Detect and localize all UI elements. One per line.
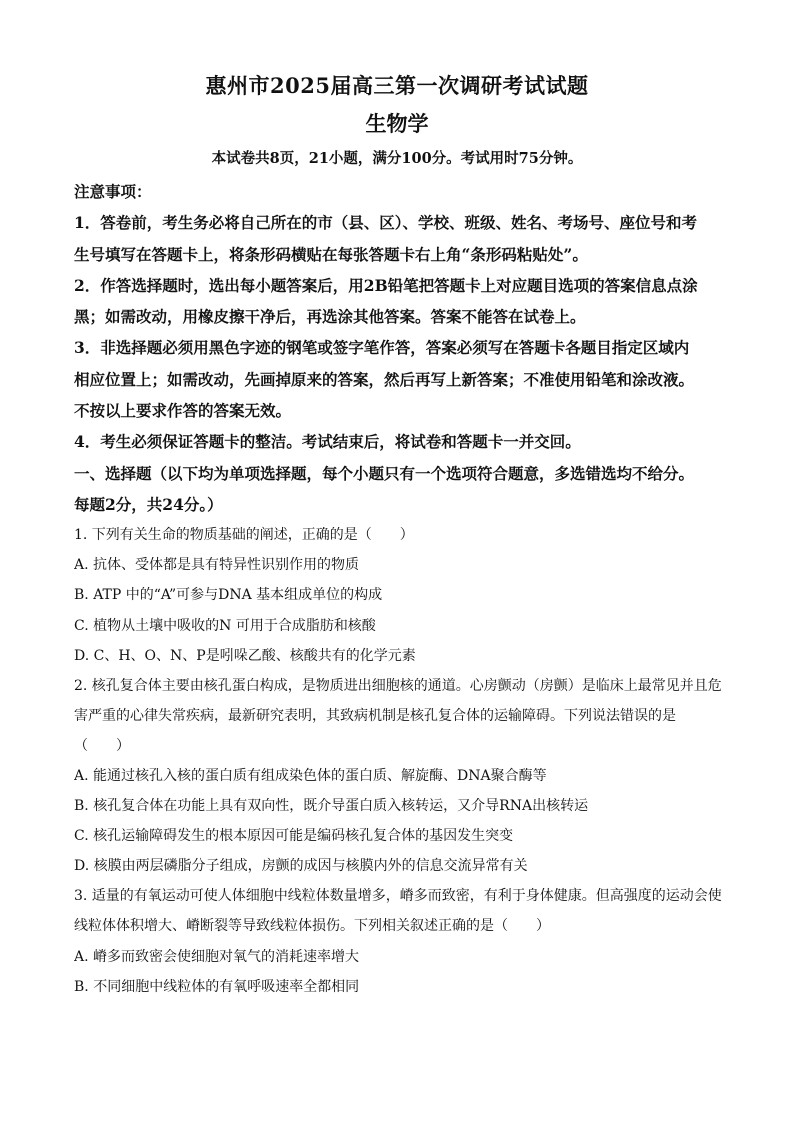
question-line: 1. 下列有关生命的物质基础的阐述，正确的是（ ） [74, 527, 414, 544]
notice-line: 3．非选择题必须用黑色字迹的钢笔或签字笔作答，答案必须写在答题卡各题目指定区域内 [74, 338, 690, 358]
question-line: （ ） [74, 737, 130, 754]
question-line: 害严重的心律失常疾病，最新研究表明，其致病机制是核孔复合体的运输障碍。下列说法错误的是 [74, 707, 676, 724]
question-option: B. ATP 中的“A”可参与DNA 基本组成单位的构成 [74, 587, 383, 604]
question-line: 2. 核孔复合体主要由核孔蛋白构成，是物质进出细胞核的通道。心房颤动（房颤）是临床上最常见并且危 [74, 677, 722, 694]
question-option: B. 核孔复合体在功能上具有双向性，既介导蛋白质入核转运，又介导RNA出核转运 [74, 798, 589, 815]
notice-heading: 注意事项： [74, 182, 152, 201]
notice-line: 生号填写在答题卡上，将条形码横贴在每张答题卡右上角“条形码粘贴处”。 [74, 244, 588, 264]
question-option: C. 核孔运输障碍发生的根本原因可能是编码核孔复合体的基因发生突变 [74, 828, 514, 845]
question-option: B. 不同细胞中线粒体的有氧呼吸速率全都相同 [74, 978, 360, 995]
exam-body [74, 176, 724, 1002]
notice-line: 不按以上要求作答的答案无效。 [74, 401, 292, 421]
question-option: A. 嵴多而致密会使细胞对氧气的消耗速率增大 [74, 948, 360, 965]
question-option: D. C、H、O、N、P是吲哚乙酸、核酸共有的化学元素 [74, 647, 416, 664]
section-heading: 一、选择题（以下均为单项选择题，每个小题只有一个选项符合题意，多选错选均不给分。 [74, 463, 695, 483]
exam-info: 本试卷共8页，21小题，满分100分。考试用时75分钟。 [211, 150, 583, 167]
notice-line: 4．考生必须保证答题卡的整洁。考试结束后，将试卷和答题卡一并交回。 [74, 432, 581, 452]
notice-line: 黑；如需改动，用橡皮擦干净后，再选涂其他答案。答案不能答在试卷上。 [74, 307, 586, 327]
notice-line: 相应位置上；如需改动，先画掉原来的答案，然后再写上新答案；不准使用铅笔和涂改液。 [74, 369, 695, 389]
question-option: C. 植物从土壤中吸收的N 可用于合成脂肪和核酸 [74, 617, 376, 634]
question-option: D. 核膜由两层磷脂分子组成，房颤的成因与核膜内外的信息交流异常有关 [74, 858, 528, 875]
exam-title: 惠州市2025届高三第一次调研考试试题 [205, 73, 589, 98]
section-heading: 每题2分，共24分。） [74, 494, 223, 514]
question-line: 线粒体体积增大、嵴断裂等导致线粒体损伤。下列相关叙述正确的是（ ） [74, 918, 550, 935]
question-line: 3. 适量的有氧运动可使人体细胞中线粒体数量增多，嵴多而致密，有利于身体健康。但高强度的运动会使 [74, 888, 722, 905]
subject-title: 生物学 [365, 111, 429, 136]
notice-line: 1．答卷前，考生务必将自己所在的市（县、区）、学校、班级、姓名、考场号、座位号和考 [74, 213, 698, 233]
notice-line: 2．作答选择题时，选出每小题答案后，用2B铅笔把答题卡上对应题目选项的答案信息点涂 [74, 275, 698, 295]
question-option: A. 抗体、受体都是具有特异性识别作用的物质 [74, 557, 360, 574]
question-option: A. 能通过核孔入核的蛋白质有组成染色体的蛋白质、解旋酶、DNA聚合酶等 [74, 768, 547, 785]
